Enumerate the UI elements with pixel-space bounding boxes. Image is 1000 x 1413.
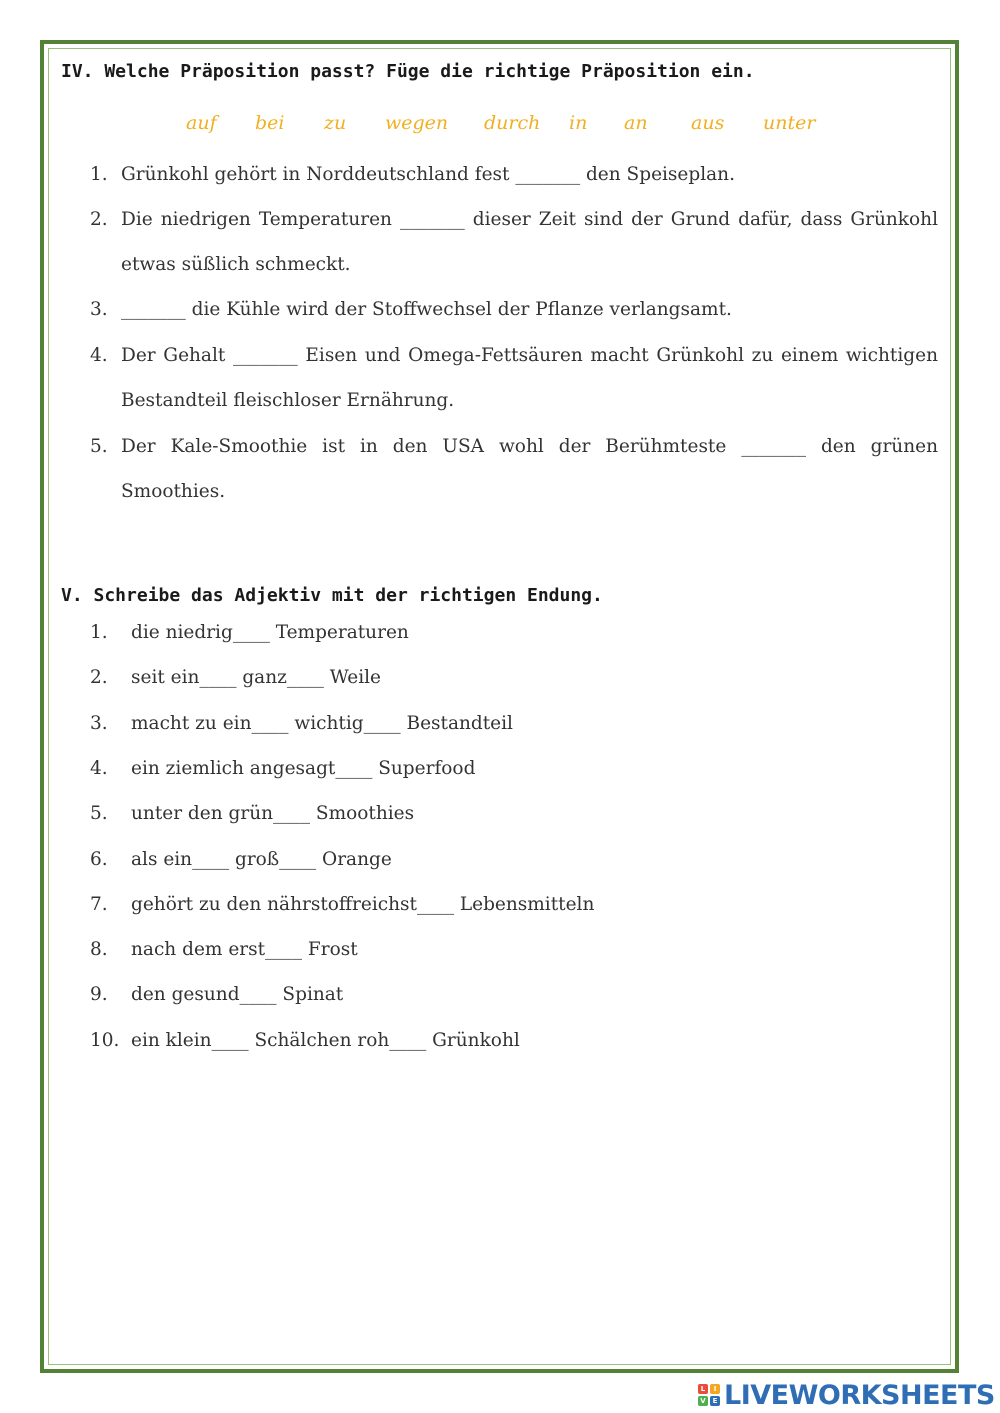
item-text: unter den grün____ Smoothies <box>131 803 415 824</box>
exercise-4-item <box>90 152 938 197</box>
item-number: 1. <box>90 164 108 185</box>
exercise-4-item <box>90 197 938 287</box>
word-bank-item: aus <box>691 112 725 134</box>
item-text: nach dem erst____ Frost <box>131 939 358 960</box>
item-number: 6. <box>90 849 108 870</box>
word-bank-item: unter <box>763 112 816 134</box>
exercise-5-item <box>90 665 381 691</box>
item-text: seit ein____ ganz____ Weile <box>131 667 381 688</box>
item-text: Der Kale-Smoothie ist in den USA wohl der Berühmteste _______ den grünen Smoothies. <box>121 436 938 502</box>
exercise-5-item <box>90 801 414 827</box>
exercise-5-item <box>90 892 594 918</box>
exercise-5-item <box>90 756 475 782</box>
word-bank-item: an <box>624 112 648 134</box>
word-bank-item: durch <box>484 112 541 134</box>
item-number: 2. <box>90 667 108 688</box>
item-number: 9. <box>90 984 108 1005</box>
exercise-4-item <box>90 424 938 514</box>
logo-cubes-icon <box>698 1384 720 1406</box>
exercise-5-item <box>90 711 513 737</box>
word-bank <box>0 112 1000 138</box>
item-text: den gesund____ Spinat <box>131 984 344 1005</box>
exercise-5-heading: V. Schreibe das Adjektiv mit der richtigen Endung. <box>61 585 603 606</box>
logo-cube: L <box>698 1384 708 1394</box>
item-text: Grünkohl gehört in Norddeutschland fest _______ den Speiseplan. <box>121 164 735 185</box>
item-number: 7. <box>90 894 108 915</box>
item-text: Die niedrigen Temperaturen _______ dieser Zeit sind der Grund dafür, dass Grünkohl etwas süßlich schmeckt. <box>121 209 938 275</box>
item-text: ein ziemlich angesagt____ Superfood <box>131 758 476 779</box>
item-number: 10. <box>90 1030 120 1051</box>
item-number: 4. <box>90 758 108 779</box>
logo-cube: V <box>698 1396 708 1406</box>
item-number: 2. <box>90 209 108 230</box>
item-number: 1. <box>90 622 108 643</box>
item-number: 5. <box>90 803 108 824</box>
item-number: 3. <box>90 299 108 320</box>
word-bank-item: bei <box>255 112 285 134</box>
word-bank-item: auf <box>186 112 217 134</box>
word-bank-item: in <box>569 112 588 134</box>
item-text: _______ die Kühle wird der Stoffwechsel der Pflanze verlangsamt. <box>121 299 732 320</box>
item-number: 5. <box>90 436 108 457</box>
logo-text: LIVEWORKSHEETS <box>724 1379 995 1411</box>
item-text: die niedrig____ Temperaturen <box>131 622 409 643</box>
exercise-4-item <box>90 333 938 423</box>
item-number: 4. <box>90 345 108 366</box>
logo-cube: E <box>710 1396 720 1406</box>
liveworksheets-logo[interactable] <box>698 1381 995 1409</box>
word-bank-item: wegen <box>385 112 449 134</box>
logo-cube: I <box>710 1384 720 1394</box>
exercise-5-item <box>90 620 409 646</box>
exercise-5-item <box>90 1028 520 1054</box>
item-number: 8. <box>90 939 108 960</box>
item-text: gehört zu den nährstoffreichst____ Lebensmitteln <box>131 894 595 915</box>
item-text: macht zu ein____ wichtig____ Bestandteil <box>131 713 513 734</box>
exercise-4-heading: IV. Welche Präposition passt? Füge die richtige Präposition ein. <box>61 61 755 82</box>
exercise-5-item <box>90 937 358 963</box>
item-text: ein klein____ Schälchen roh____ Grünkohl <box>131 1030 520 1051</box>
word-bank-item: zu <box>324 112 347 134</box>
item-text: als ein____ groß____ Orange <box>131 849 392 870</box>
exercise-5-item <box>90 847 392 873</box>
exercise-4-item <box>90 287 938 332</box>
item-text: Der Gehalt _______ Eisen und Omega-Fettsäuren macht Grünkohl zu einem wichtigen Bestandteil fleischloser Ernährung. <box>121 345 938 411</box>
item-number: 3. <box>90 713 108 734</box>
exercise-5-item <box>90 982 343 1008</box>
